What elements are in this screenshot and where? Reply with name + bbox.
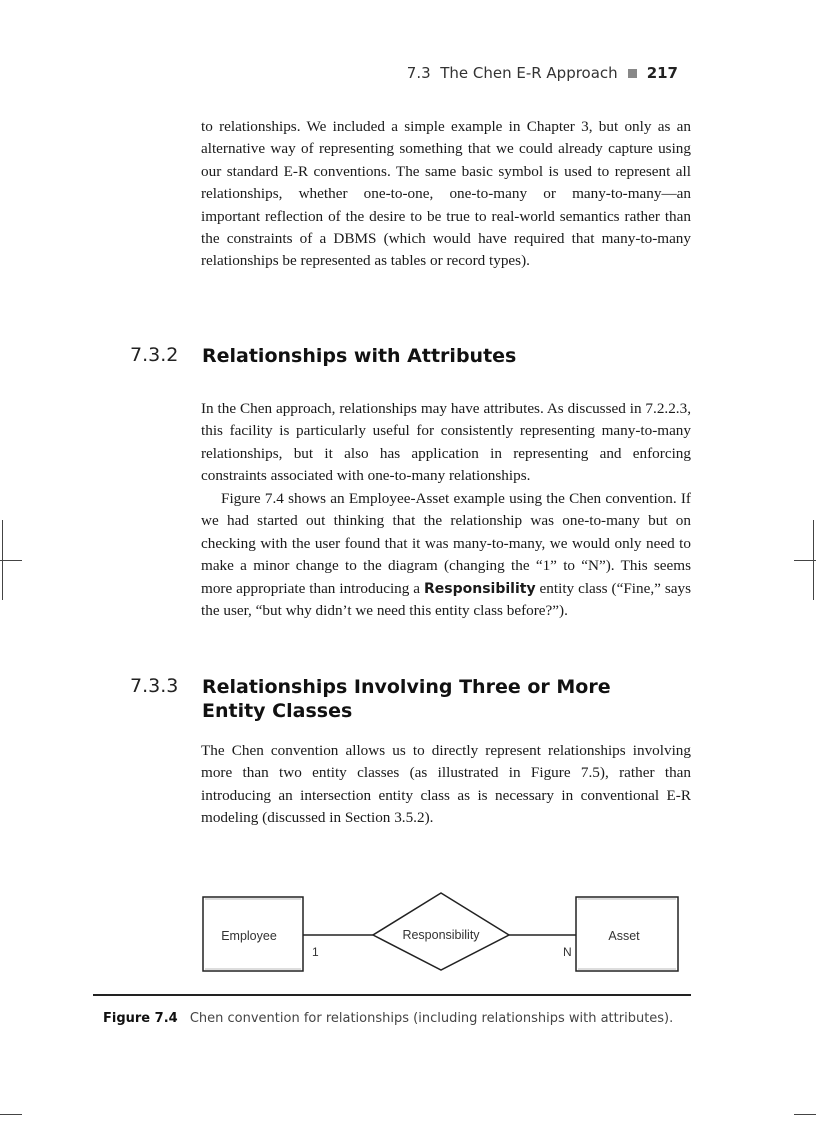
crop-mark-bottom-left (0, 1114, 22, 1115)
paragraph-figure-ref (201, 488, 691, 622)
p3-text-end: entity class (“Fine,” says the user, “but why didn’t we need this entity class before?”). (201, 579, 691, 620)
paragraph-attributes: In the Chen approach, relationships may have attributes. As discussed in 7.2.2.3, this facility is particularly useful for consistently representing many-to-many relationships, but it also has application in representing and enforcing constraints associated with one-to-many relationships. (201, 400, 691, 485)
running-header (407, 64, 678, 82)
running-title: 7.3 The Chen E-R Approach (406, 64, 618, 82)
er-diagram (0, 880, 816, 990)
responsibility-label: Responsibility (402, 928, 480, 942)
header-square-icon (628, 69, 637, 78)
caption-label: Figure 7.4 (103, 1011, 178, 1026)
paragraph-three-entities: The Chen convention allows us to directly represent relationships involving more than two entity classes (as illustrated in Figure 7.5), rather than introducing an intersection entity class as is necessary in conventional E-R modeling (discussed in Section 3.5.2). (201, 742, 691, 827)
section-number-7-3-2: 7.3.2 (130, 344, 179, 366)
crop-mark-left-h (0, 560, 22, 561)
figure-rule (93, 994, 691, 996)
section-title-7-3-3: Relationships Involving Three or More Entity Classes (202, 676, 611, 722)
employee-label: Employee (221, 929, 277, 943)
section-number-7-3-3: 7.3.3 (130, 675, 179, 697)
responsibility-term: Responsibility (424, 580, 536, 597)
caption-text: Chen convention for relationships (including relationships with attributes). (189, 1011, 674, 1026)
asset-label: Asset (608, 929, 640, 943)
section-title-7-3-2: Relationships with Attributes (202, 345, 517, 367)
crop-mark-right-h (794, 560, 816, 561)
p3-text-start: Figure 7.4 shows an Employee-Asset example using the Chen convention. If we had started out thinking that the relationship was one-to-many but on checking with the user found that it was many-to-many, we would only need to make a minor change to the diagram (changing the “1” to “N”). This seems more appropriate than introducing a (201, 490, 691, 597)
paragraph-intro: to relationships. We included a simple example in Chapter 3, but only as an alternative way of representing something that we could already capture using our standard E-R conventions. The same basic symbol is used to represent all relationships, whether one-to-one, one-to-many or many-to-many—an important reflection of the desire to be true to real-world semantics rather than the constraints of a DBMS (which would have required that many-to-many relationships be represented as tables or record types). (201, 118, 691, 270)
cardinality-right: N (563, 945, 572, 959)
crop-mark-bottom-right (794, 1114, 816, 1115)
cardinality-left: 1 (312, 945, 319, 959)
page-number: 217 (646, 64, 678, 82)
figure-caption (103, 1011, 673, 1026)
